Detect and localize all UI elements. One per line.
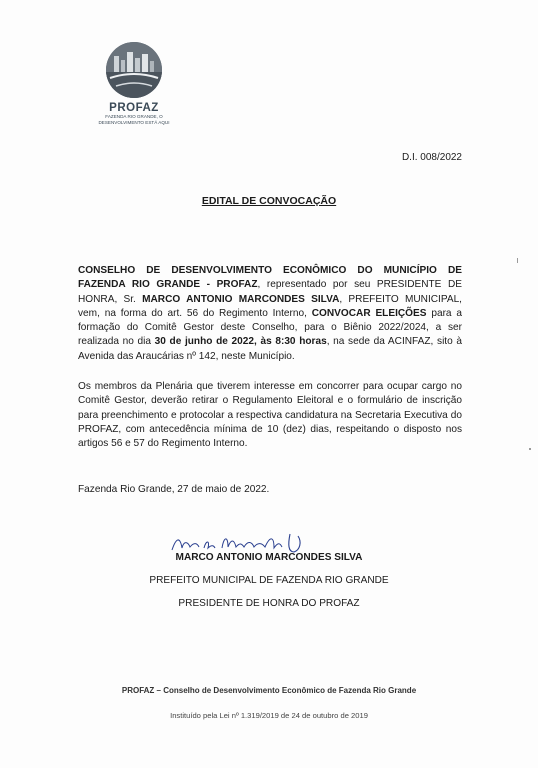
logo-emblem bbox=[106, 42, 162, 98]
scan-speck bbox=[517, 258, 518, 263]
footer-brand: PROFAZ – Conselho de Desenvolvimento Econômico de Fazenda Rio Grande bbox=[121, 686, 417, 695]
date-line: Fazenda Rio Grande, 27 de maio de 2022. bbox=[78, 484, 270, 495]
scan-speck bbox=[529, 448, 531, 450]
p1-president-name: MARCO ANTONIO MARCONDES SILVA bbox=[142, 293, 340, 305]
paragraph-2: Os membros da Plenária que tiverem interesse em concorrer para ocupar cargo no Comitê Gestor, deverão retirar o Regulamento Eleitoral e o formulário de inscrição para preenchimento e protocolar a respectiva candidatura na Secretaria Executiva do PROFAZ, com antecedência mínima de 10 (dez) dias, respeitando o disposto nos artigos 56 e 57 do Regimento Interno. bbox=[78, 381, 462, 450]
paragraph-1 bbox=[78, 264, 462, 364]
p1-text-1: , representado por seu PRESIDENTE DE HONRA, Sr. bbox=[78, 279, 462, 305]
footer-line-1 bbox=[0, 686, 538, 695]
p1-convocar: CONVOCAR ELEIÇÕES bbox=[311, 307, 427, 319]
p1-text-4: , na sede da ACINFAZ, sito à Avenida das Araucárias nº 142, neste Município. bbox=[78, 336, 462, 362]
document-number: D.I. 008/2022 bbox=[401, 152, 462, 163]
logo-name: PROFAZ bbox=[109, 102, 159, 114]
footer-line-2: Instituído pela Lei nº 1.319/2019 de 24 de outubro de 2019 bbox=[170, 711, 368, 720]
signatory-name: MARCO ANTONIO MARCONDES SILVA bbox=[175, 552, 363, 563]
p1-election-date: 30 de junho de 2022, às 8:30 horas bbox=[154, 336, 327, 348]
p1-text-3: para a formação do Comitê Gestor deste Conselho, para o Biênio 2022/2024, a ser realizada no dia bbox=[78, 307, 462, 348]
p1-text-2: , PREFEITO MUNICIPAL, vem, na forma do art. 56 do Regimento Interno, bbox=[78, 293, 462, 319]
profaz-logo bbox=[91, 42, 177, 125]
logo-tagline: FAZENDA RIO GRANDE, O DESENVOLVIMENTO ESTÁ AQUI bbox=[98, 114, 170, 125]
signatory-role-2: PRESIDENTE DE HONRA DO PROFAZ bbox=[178, 598, 360, 609]
document-title: EDITAL DE CONVOCAÇÃO bbox=[201, 195, 337, 207]
p1-council-name: CONSELHO DE DESENVOLVIMENTO ECONÔMICO DO MUNICÍPIO DE FAZENDA RIO GRANDE - PROFAZ bbox=[78, 265, 462, 291]
signatory-role-1: PREFEITO MUNICIPAL DE FAZENDA RIO GRANDE bbox=[149, 575, 389, 586]
